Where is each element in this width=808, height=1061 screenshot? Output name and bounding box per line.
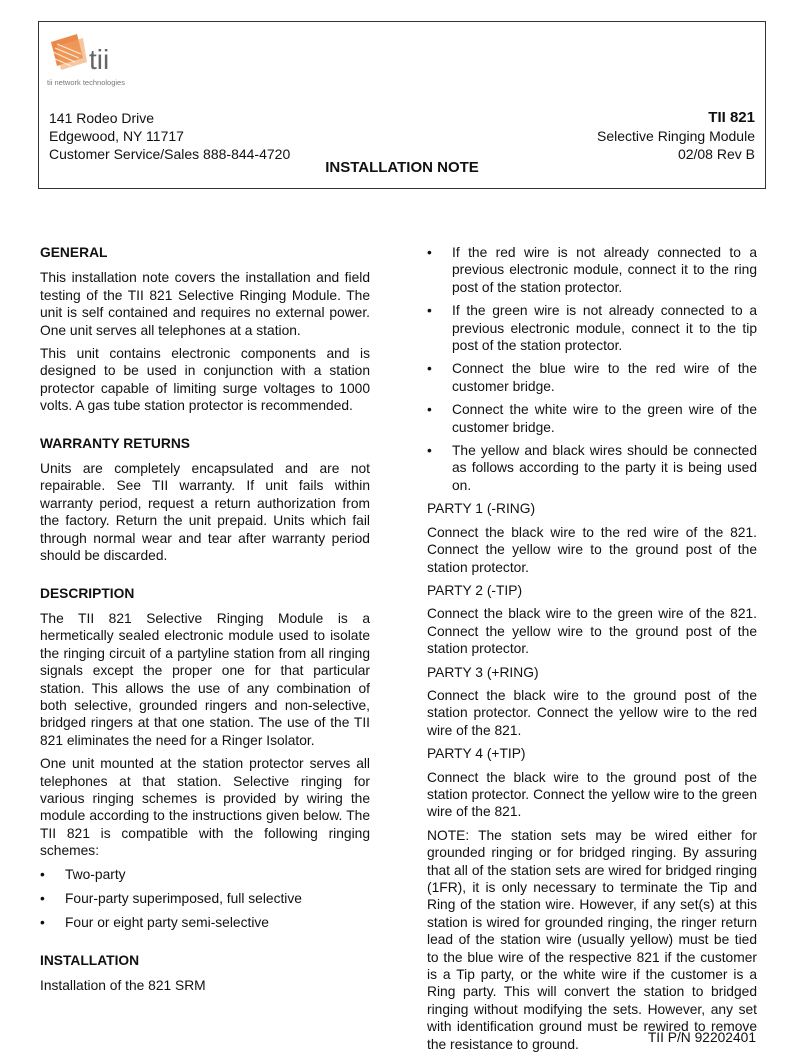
address-line: Customer Service/Sales 888-844-4720 bbox=[49, 146, 291, 162]
product-name: TII 821 bbox=[708, 109, 755, 126]
section-heading: DESCRIPTION bbox=[40, 585, 135, 601]
left-column bbox=[40, 244, 370, 1015]
document-title: INSTALLATION NOTE bbox=[325, 159, 479, 176]
party-label: PARTY 2 (-TIP) bbox=[427, 582, 523, 598]
wiring-steps-list bbox=[427, 244, 757, 494]
party-label: PARTY 3 (+RING) bbox=[427, 664, 539, 680]
warranty-section bbox=[40, 435, 370, 565]
ringing-scheme-list bbox=[40, 866, 370, 932]
list-item: • Connect the blue wire to the red wire of the customer bridge. bbox=[427, 360, 757, 395]
paragraph: Connect the black wire to the red wire of the 821. Connect the yellow wire to the ground post of the station protector. bbox=[427, 524, 757, 575]
paragraph: This installation note covers the installation and field testing of the TII 821 Selective Ringing Module. The unit is self contained and requires no external power. One unit serves all telephones at a station. bbox=[40, 270, 370, 338]
address-line: Edgewood, NY 11717 bbox=[49, 128, 184, 144]
right-column bbox=[427, 244, 757, 1059]
address-line: 141 Rodeo Drive bbox=[49, 110, 155, 126]
list-item: • Two-party bbox=[40, 866, 370, 883]
paragraph: Installation of the 821 SRM bbox=[40, 978, 206, 994]
revision: 02/08 Rev B bbox=[677, 146, 755, 162]
party-label: PARTY 1 (-RING) bbox=[427, 501, 536, 517]
party-label: PARTY 4 (+TIP) bbox=[427, 746, 526, 762]
company-address bbox=[49, 109, 290, 163]
list-item: • The yellow and black wires should be connected as follows according to the party it is being used on. bbox=[427, 442, 757, 494]
company-logo bbox=[47, 28, 167, 90]
paragraph: Connect the black wire to the ground post of the station protector. Connect the yellow wire to the green wire of the 821. bbox=[427, 769, 757, 820]
section-heading: WARRANTY RETURNS bbox=[40, 435, 190, 451]
paragraph: This unit contains electronic components and is designed to be used in conjunction with a station protector capable of limiting surge voltages to 1000 volts. A gas tube station protector is recommended. bbox=[40, 346, 370, 414]
part-number: TII P/N 92202401 bbox=[647, 1030, 756, 1045]
description-section bbox=[40, 585, 370, 932]
general-section bbox=[40, 244, 370, 415]
paragraph: Units are completely encapsulated and are not repairable. See TII warranty. If unit fails within warranty period, request a return authorization from the factory. Return the unit prepaid. Units which fail through normal wear and tear after warranty period should be discarded. bbox=[40, 461, 370, 564]
paragraph: Connect the black wire to the green wire of the 821. Connect the yellow wire to the ground post of the station protector. bbox=[427, 606, 757, 657]
product-description: Selective Ringing Module bbox=[597, 128, 755, 144]
logo-text: tii bbox=[89, 44, 110, 75]
paragraph: One unit mounted at the station protector serves all telephones at that station. Selective ringing for various ringing schemes is provided by wiring the module according to the instructions given below. The TII 821 is compatible with the following ringing schemes: bbox=[40, 756, 370, 859]
list-item: • If the green wire is not already connected to a previous electronic module, connect it to the tip post of the station protector. bbox=[427, 302, 757, 354]
section-heading: INSTALLATION bbox=[40, 952, 140, 968]
logo-subtitle: tii network technologies bbox=[47, 78, 125, 87]
header-box bbox=[38, 21, 766, 189]
list-item: • Connect the white wire to the green wire of the customer bridge. bbox=[427, 401, 757, 436]
logo-mark-icon bbox=[47, 32, 89, 78]
installation-section bbox=[40, 952, 370, 995]
paragraph: The TII 821 Selective Ringing Module is a hermetically sealed electronic module used to isolate the ringing circuit of a partyline station from all ringing signals except the proper one for that particular station. This allows the use of any combination of both selective, grounded ringers and non-selective, bridged ringers at that one station. The use of the TII 821 eliminates the need for a Ringer Isolator. bbox=[40, 610, 370, 748]
list-item: • Four or eight party semi-selective bbox=[40, 914, 370, 931]
note-paragraph: NOTE: The station sets may be wired either for grounded ringing or for bridged ringing. By assuring that all of the station sets are wired for bridged ringing (1FR), it is only necessary to terminate the Tip and Ring of the station wire. However, if any set(s) at this station is wired for grounded ringing, the ringer return lead of the station wire (usually yellow) must be tied to the blue wire of the respective 821 if the customer is a Tip party, or the white wire if the customer is a Ring party. This will convert the station to bridged ringing without modifying the sets. However, any set with identification ground must be rewired to remove the resistance to ground. bbox=[427, 827, 757, 1052]
product-info bbox=[597, 109, 755, 163]
list-item: • Four-party superimposed, full selective bbox=[40, 890, 370, 907]
section-heading: GENERAL bbox=[40, 245, 108, 260]
list-item: • If the red wire is not already connected to a previous electronic module, connect it to the ring post of the station protector. bbox=[427, 244, 757, 296]
paragraph: Connect the black wire to the ground post of the station protector. Connect the yellow wire to the red wire of the 821. bbox=[427, 687, 757, 738]
